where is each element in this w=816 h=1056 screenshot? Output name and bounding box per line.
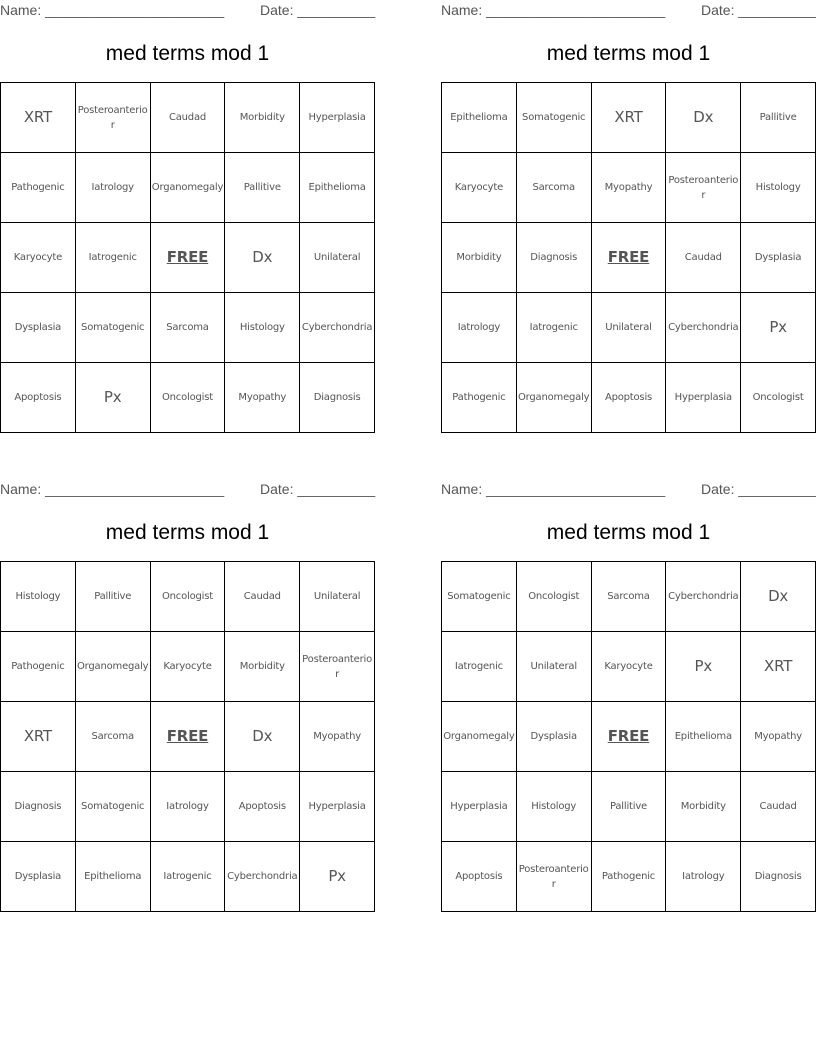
free-space-cell: FREE xyxy=(151,702,226,772)
free-space-cell: FREE xyxy=(592,223,667,293)
bingo-cell: Epithelioma xyxy=(442,83,517,153)
bingo-cell: Caudad xyxy=(225,562,300,632)
bingo-cell: Unilateral xyxy=(517,632,592,702)
name-field-label: Name: _______________________ xyxy=(0,2,225,18)
bingo-cell: Sarcoma xyxy=(517,153,592,223)
card-title: med terms mod 1 xyxy=(105,42,270,65)
bingo-cell: Hyperplasia xyxy=(442,772,517,842)
bingo-cell: Histology xyxy=(741,153,816,223)
name-field-label: Name: _______________________ xyxy=(0,481,225,497)
bingo-cell: Iatrology xyxy=(76,153,151,223)
bingo-cell: Somatogenic xyxy=(76,772,151,842)
bingo-card xyxy=(0,0,375,432)
bingo-cell: Posteroanterior xyxy=(76,83,151,153)
bingo-cell: Histology xyxy=(225,293,300,363)
card-header xyxy=(441,2,816,20)
bingo-cell: Pallitive xyxy=(741,83,816,153)
bingo-cell: Myopathy xyxy=(741,702,816,772)
bingo-cell: Organomegaly xyxy=(151,153,226,223)
bingo-cell: Iatrology xyxy=(666,842,741,912)
bingo-cell: Dysplasia xyxy=(517,702,592,772)
bingo-cell: Sarcoma xyxy=(151,293,226,363)
bingo-cell: Cyberchondria xyxy=(300,293,375,363)
bingo-cell: Unilateral xyxy=(592,293,667,363)
date-field-label: Date: __________ xyxy=(701,481,816,497)
bingo-cell: Dx xyxy=(225,702,300,772)
bingo-cell: Organomegaly xyxy=(517,363,592,433)
bingo-cell: Iatrogenic xyxy=(76,223,151,293)
bingo-cell: Dx xyxy=(666,83,741,153)
bingo-cell: Diagnosis xyxy=(1,772,76,842)
bingo-cell: Karyocyte xyxy=(592,632,667,702)
bingo-cell: Diagnosis xyxy=(517,223,592,293)
bingo-cell: XRT xyxy=(592,83,667,153)
bingo-cell: XRT xyxy=(1,83,76,153)
bingo-cell: Px xyxy=(741,293,816,363)
bingo-cell: Caudad xyxy=(151,83,226,153)
bingo-cell: Pathogenic xyxy=(442,363,517,433)
card-header xyxy=(0,481,375,499)
bingo-cell: Iatrogenic xyxy=(442,632,517,702)
free-space-cell: FREE xyxy=(592,702,667,772)
bingo-cell: Apoptosis xyxy=(1,363,76,433)
free-space-cell: FREE xyxy=(151,223,226,293)
bingo-cell: Diagnosis xyxy=(741,842,816,912)
bingo-cell: Pathogenic xyxy=(1,632,76,702)
bingo-cell: Dysplasia xyxy=(741,223,816,293)
bingo-cell: Myopathy xyxy=(225,363,300,433)
bingo-grid xyxy=(0,82,375,433)
bingo-cell: Myopathy xyxy=(300,702,375,772)
bingo-cell: Organomegaly xyxy=(442,702,517,772)
card-title: med terms mod 1 xyxy=(546,521,711,544)
bingo-cell: Somatogenic xyxy=(442,562,517,632)
card-title: med terms mod 1 xyxy=(546,42,711,65)
bingo-cell: Oncologist xyxy=(517,562,592,632)
bingo-cell: Organomegaly xyxy=(76,632,151,702)
bingo-cell: Dx xyxy=(741,562,816,632)
bingo-cell: Sarcoma xyxy=(592,562,667,632)
bingo-cell: Histology xyxy=(517,772,592,842)
bingo-cell: Oncologist xyxy=(741,363,816,433)
bingo-cell: Cyberchondria xyxy=(666,562,741,632)
bingo-cell: Somatogenic xyxy=(517,83,592,153)
bingo-cell: Unilateral xyxy=(300,223,375,293)
date-field-label: Date: __________ xyxy=(701,2,816,18)
bingo-cell: Dysplasia xyxy=(1,293,76,363)
bingo-cell: Pathogenic xyxy=(592,842,667,912)
bingo-cell: Epithelioma xyxy=(76,842,151,912)
bingo-cell: Iatrology xyxy=(151,772,226,842)
bingo-cell: Caudad xyxy=(666,223,741,293)
bingo-cell: Morbidity xyxy=(225,632,300,702)
bingo-cell: Hyperplasia xyxy=(300,83,375,153)
bingo-grid xyxy=(441,561,816,912)
bingo-cell: Pallitive xyxy=(592,772,667,842)
bingo-cell: Myopathy xyxy=(592,153,667,223)
bingo-cell: Diagnosis xyxy=(300,363,375,433)
bingo-cell: Pathogenic xyxy=(1,153,76,223)
bingo-card xyxy=(441,479,816,911)
bingo-cell: Hyperplasia xyxy=(666,363,741,433)
bingo-cell: Px xyxy=(300,842,375,912)
bingo-cell: Karyocyte xyxy=(151,632,226,702)
bingo-cell: Morbidity xyxy=(666,772,741,842)
bingo-cell: XRT xyxy=(1,702,76,772)
bingo-cell: Caudad xyxy=(741,772,816,842)
name-field-label: Name: _______________________ xyxy=(441,2,666,18)
bingo-cell: Iatrogenic xyxy=(151,842,226,912)
bingo-cell: Px xyxy=(666,632,741,702)
bingo-cell: Dx xyxy=(225,223,300,293)
date-field-label: Date: __________ xyxy=(260,481,376,497)
bingo-cell: Px xyxy=(76,363,151,433)
bingo-cell: Pallitive xyxy=(225,153,300,223)
card-title: med terms mod 1 xyxy=(105,521,270,544)
bingo-cell: Epithelioma xyxy=(666,702,741,772)
bingo-cell: Histology xyxy=(1,562,76,632)
bingo-cell: Apoptosis xyxy=(592,363,667,433)
bingo-cell: Karyocyte xyxy=(442,153,517,223)
bingo-card xyxy=(0,479,375,911)
bingo-cell: Somatogenic xyxy=(76,293,151,363)
bingo-cell: Apoptosis xyxy=(442,842,517,912)
bingo-cell: Morbidity xyxy=(442,223,517,293)
bingo-cell: Dysplasia xyxy=(1,842,76,912)
bingo-cell: Oncologist xyxy=(151,562,226,632)
date-field-label: Date: __________ xyxy=(260,2,376,18)
bingo-cell: Sarcoma xyxy=(76,702,151,772)
bingo-cell: Hyperplasia xyxy=(300,772,375,842)
bingo-cell: Cyberchondria xyxy=(225,842,300,912)
bingo-cell: Iatrogenic xyxy=(517,293,592,363)
bingo-cell: Epithelioma xyxy=(300,153,375,223)
card-header xyxy=(441,481,816,499)
bingo-cell: Morbidity xyxy=(225,83,300,153)
card-header xyxy=(0,2,375,20)
bingo-cell: XRT xyxy=(741,632,816,702)
bingo-cell: Karyocyte xyxy=(1,223,76,293)
bingo-cell: Apoptosis xyxy=(225,772,300,842)
bingo-cell: Posteroanterior xyxy=(517,842,592,912)
bingo-grid xyxy=(441,82,816,433)
bingo-card xyxy=(441,0,816,432)
bingo-cell: Oncologist xyxy=(151,363,226,433)
bingo-cell: Unilateral xyxy=(300,562,375,632)
bingo-cell: Pallitive xyxy=(76,562,151,632)
name-field-label: Name: _______________________ xyxy=(441,481,666,497)
bingo-cell: Posteroanterior xyxy=(300,632,375,702)
bingo-cell: Iatrology xyxy=(442,293,517,363)
bingo-grid xyxy=(0,561,375,912)
bingo-cell: Cyberchondria xyxy=(666,293,741,363)
bingo-cell: Posteroanterior xyxy=(666,153,741,223)
